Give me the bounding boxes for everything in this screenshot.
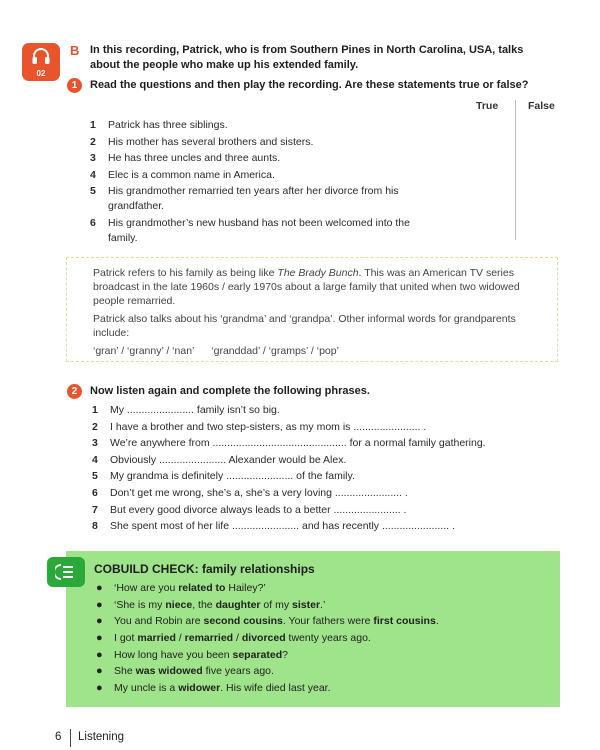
example-text: ‘How are you xyxy=(114,582,179,594)
phrase-number: 4 xyxy=(92,453,98,466)
informal-terms xyxy=(93,344,545,358)
phrase-item xyxy=(90,420,540,435)
task-1-number: 1 xyxy=(67,78,82,93)
footer-divider xyxy=(70,729,71,747)
phrase-number: 7 xyxy=(92,503,98,516)
list-icon xyxy=(55,561,77,583)
phrase-item xyxy=(90,436,540,451)
phrase-text: Don’t get me wrong, she’s a, she’s a very loving ....................... . xyxy=(110,486,408,499)
example-text: five years ago. xyxy=(202,665,274,678)
example-text: I got xyxy=(114,632,138,645)
statement-item xyxy=(90,118,430,133)
example-text: Hailey?’ xyxy=(225,582,266,594)
show-title: The Brady Bunch xyxy=(277,267,359,279)
phrase-text: We’re anywhere from .............................................. for a normal family gathering. xyxy=(110,437,486,450)
cobuild-example xyxy=(96,664,536,679)
task-2-instruction: Now listen again and complete the following phrases. xyxy=(90,385,370,397)
column-divider xyxy=(515,100,516,240)
term-granddad: ‘granddad’ / ‘gramps’ / ‘pop’ xyxy=(211,345,339,357)
statement-number: 4 xyxy=(90,168,96,181)
phrase-text: She spent most of her life ....................... and has recently ....................... . xyxy=(110,520,455,533)
statement-number: 1 xyxy=(90,119,96,131)
example-text: . His wife died last year. xyxy=(220,682,331,695)
key-term: second cousins xyxy=(203,615,283,628)
key-term: remarried xyxy=(184,632,234,645)
key-term: first cousins xyxy=(373,615,436,628)
key-term: niece xyxy=(165,598,193,611)
cobuild-example xyxy=(96,581,536,596)
phrase-item xyxy=(90,519,540,534)
example-text: of my xyxy=(260,598,293,611)
phrase-item xyxy=(90,403,540,418)
statement-item xyxy=(90,168,430,183)
false-column-header: False xyxy=(528,100,555,112)
phrase-text: I have a brother and two step-sisters, as my mom is ....................... . xyxy=(110,420,427,433)
phrase-list xyxy=(90,403,540,536)
page-number: 6 xyxy=(55,731,62,743)
example-text: . Your fathers were xyxy=(282,615,374,628)
phrase-item xyxy=(90,453,540,468)
phrase-number: 2 xyxy=(92,420,98,433)
example-text: / xyxy=(175,632,185,645)
statement-number: 2 xyxy=(90,135,96,148)
key-term: married xyxy=(137,632,176,645)
cobuild-title: COBUILD CHECK: family relationships xyxy=(94,562,315,576)
note-paragraph-grandparents: Patrick also talks about his ‘grandma’ and ‘grandpa’. Other informal words for grandparents include: xyxy=(93,313,516,339)
track-number: 02 xyxy=(36,69,46,78)
headphones-icon xyxy=(31,47,51,65)
phrase-number: 8 xyxy=(92,520,98,533)
statement-item xyxy=(90,135,430,150)
true-column-header: True xyxy=(476,100,499,112)
phrase-number: 5 xyxy=(92,470,98,483)
phrase-text: My grandma is definitely ....................... of the family. xyxy=(110,470,355,483)
phrase-number: 6 xyxy=(92,486,98,499)
cobuild-example xyxy=(96,631,536,646)
phrase-item xyxy=(90,503,540,518)
statement-text: Patrick has three siblings. xyxy=(108,119,228,131)
bullet-icon: ● xyxy=(96,648,103,661)
example-text: ? xyxy=(282,648,288,661)
key-term: was widowed xyxy=(135,665,203,678)
statement-item xyxy=(90,184,430,214)
example-text: How long have you been xyxy=(114,648,233,661)
bullet-icon: ● xyxy=(96,598,103,611)
bullet-icon: ● xyxy=(96,615,103,628)
task-2-number: 2 xyxy=(67,384,82,399)
cobuild-example xyxy=(96,648,536,663)
phrase-item xyxy=(90,486,540,501)
phrase-number: 3 xyxy=(92,437,98,450)
phrase-text: But every good divorce always leads to a better ....................... . xyxy=(110,503,407,516)
bullet-icon: ● xyxy=(96,682,103,695)
key-term: sister xyxy=(292,598,321,611)
info-note-box xyxy=(66,257,558,362)
cobuild-example xyxy=(96,681,536,696)
audio-track-icon[interactable] xyxy=(22,43,60,81)
phrase-text: My ....................... family isn’t so big. xyxy=(110,404,280,416)
example-text: She xyxy=(114,665,136,678)
statement-text: His grandmother’s new husband has not been welcomed into the family. xyxy=(108,216,410,244)
example-text: .’ xyxy=(320,598,326,611)
note-paragraph-brady: Patrick refers to his family as being like The Brady Bunch. This was an American TV series broadcast in the late 1960s / early 1970s about a large family that united when two widowed people remarried. xyxy=(93,267,520,307)
phrase-item xyxy=(90,469,540,484)
cobuild-example xyxy=(96,598,536,613)
key-term: separated xyxy=(232,648,283,661)
statement-number: 6 xyxy=(90,216,96,229)
key-term: daughter xyxy=(215,598,261,611)
key-term: related to xyxy=(178,582,226,594)
statement-text: Elec is a common name in America. xyxy=(108,168,275,181)
key-term: divorced xyxy=(241,632,286,645)
statement-number: 5 xyxy=(90,185,96,197)
bullet-icon: ● xyxy=(96,632,103,645)
statement-list xyxy=(90,118,430,247)
statement-text: His mother has several brothers and sisters. xyxy=(108,135,314,148)
section-intro: In this recording, Patrick, who is from Southern Pines in North Carolina, USA, talks about the people who make up his extended family. xyxy=(90,44,524,71)
example-text: , the xyxy=(192,598,216,611)
term-gran: ‘gran’ / ‘granny’ / ‘nan’ xyxy=(93,345,195,357)
statement-number: 3 xyxy=(90,152,96,164)
statement-text: His grandmother remarried ten years after her divorce from his grandfather. xyxy=(108,185,399,212)
example-text: ‘She is my xyxy=(114,598,166,611)
example-text: . xyxy=(435,615,439,628)
bullet-icon: ● xyxy=(96,582,103,594)
page-section-label: Listening xyxy=(78,731,125,743)
cobuild-examples xyxy=(96,581,536,698)
key-term: widower xyxy=(178,682,221,695)
phrase-text: Obviously ....................... Alexander would be Alex. xyxy=(110,453,347,466)
example-text: twenty years ago. xyxy=(285,632,371,645)
task-1-instruction: Read the questions and then play the recording. Are these statements true or false? xyxy=(90,79,529,91)
statement-item xyxy=(90,151,430,166)
phrase-number: 1 xyxy=(92,404,98,416)
example-text: / xyxy=(233,632,242,645)
example-text: You and Robin are xyxy=(114,615,204,628)
example-text: My uncle is a xyxy=(114,682,179,695)
statement-text: He has three uncles and three aunts. xyxy=(108,152,281,164)
bullet-icon: ● xyxy=(96,665,103,678)
statement-item xyxy=(90,216,430,246)
cobuild-tab xyxy=(47,557,85,587)
section-letter: B xyxy=(70,43,80,58)
cobuild-example xyxy=(96,614,536,629)
